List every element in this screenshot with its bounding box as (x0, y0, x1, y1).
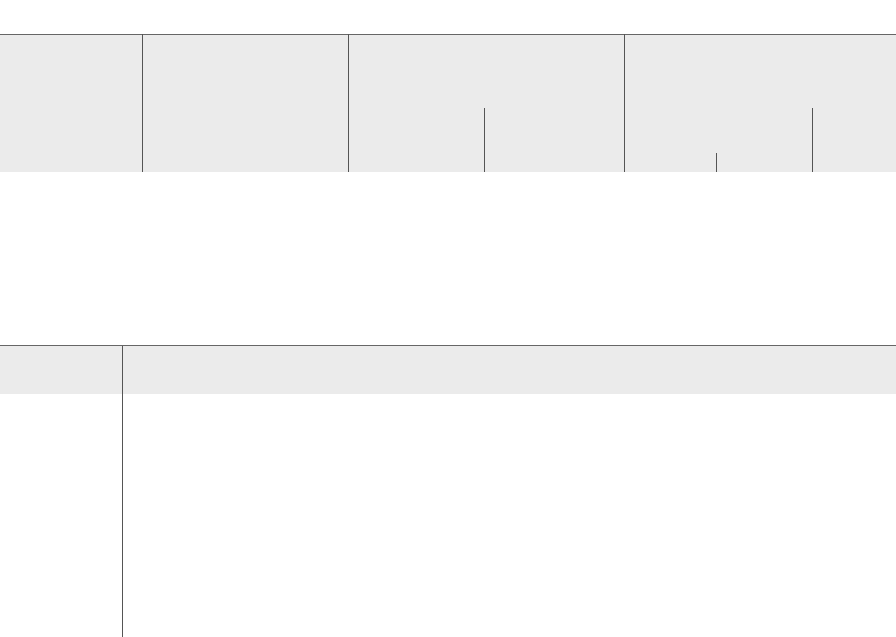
t1-header-load (354, 35, 620, 91)
t1-header-init-150 (625, 153, 716, 172)
t1-header-final (813, 130, 896, 154)
t1-vline (142, 34, 143, 172)
t1-header-efficiency (146, 66, 344, 138)
t1-header-initial-thickness (625, 132, 812, 152)
t1-header-init-292 (717, 153, 812, 172)
t2-header-class (2, 350, 120, 390)
table2-top-rule (0, 345, 896, 346)
t1-header-initial (625, 112, 812, 130)
t2-header-main (124, 348, 896, 368)
t2-group1-label (124, 398, 896, 418)
t2-vline (122, 346, 123, 637)
t1-header-resistance (630, 50, 892, 90)
t1-header-load-292 (485, 130, 624, 152)
t1-header-load-150 (349, 130, 484, 152)
t1-header-class (2, 72, 138, 132)
t2-group2-label (124, 518, 896, 538)
t1-header-load-thickness (354, 90, 620, 108)
